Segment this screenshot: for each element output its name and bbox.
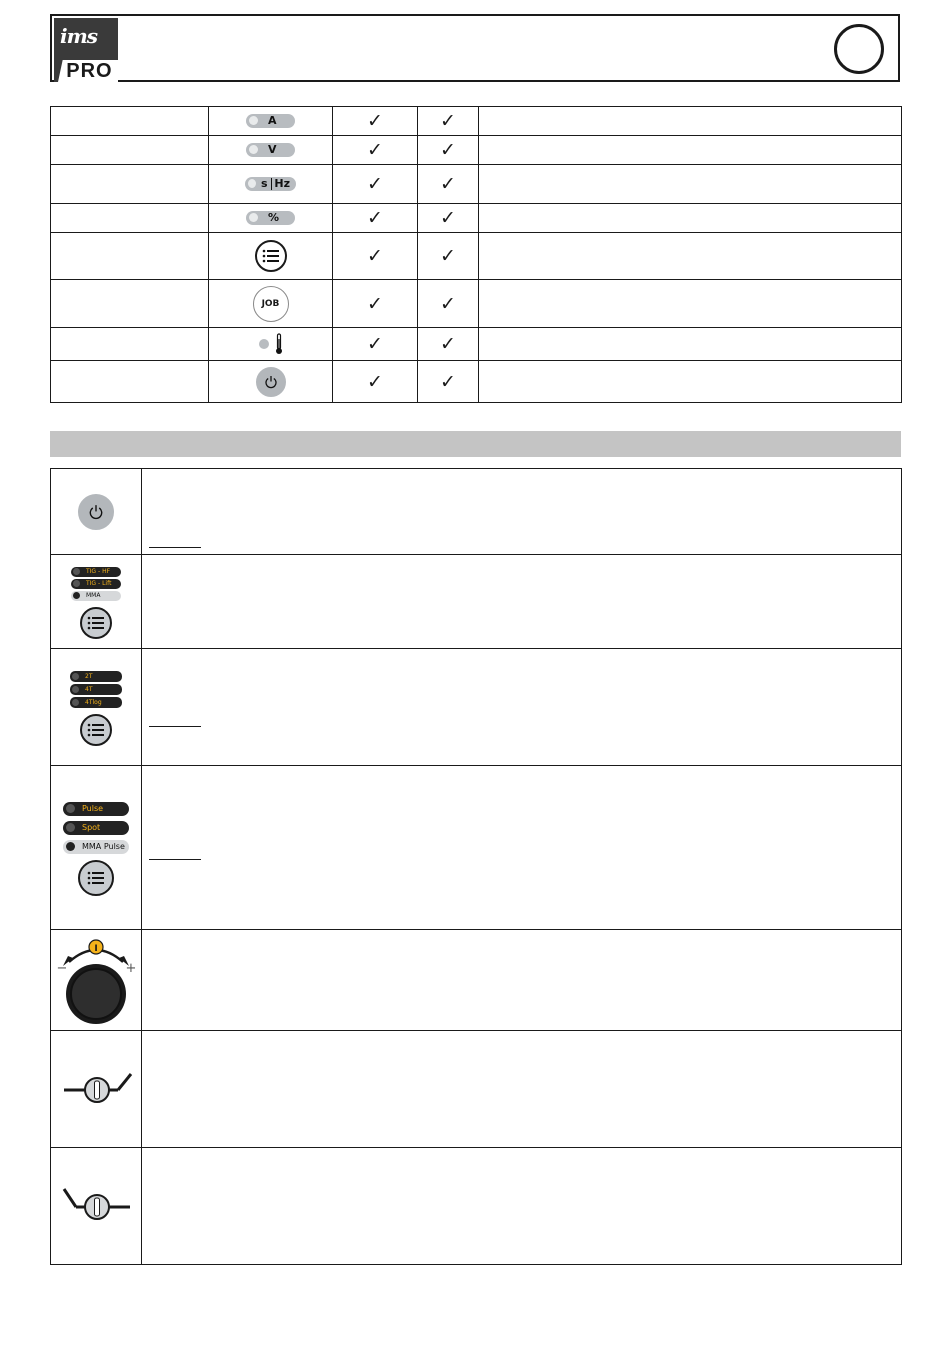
table-row [51,1031,902,1148]
check-mark: ✓ [333,204,418,233]
power-icon [256,367,286,397]
mode-led-mma-pulse: MMA Pulse [63,840,129,854]
table-row [51,233,902,280]
check-mark: ✓ [418,136,479,165]
mode-led-tig-hf: TIG - HF [71,567,121,577]
check-mark: ✓ [333,361,418,403]
svg-text:−: − [56,960,68,976]
check-mark: ✓ [418,328,479,361]
gas-preflow-icon [56,1062,136,1112]
check-mark: ✓ [418,280,479,328]
table-row [51,469,902,555]
menu-icon [80,607,112,639]
check-mark: ✓ [333,233,418,280]
section-header-bar [50,431,901,457]
gas-postflow-icon [56,1179,136,1229]
check-mark: ✓ [333,107,418,136]
check-mark: ✓ [418,204,479,233]
functions-table [50,468,902,1265]
mode-led-2t: 2T [70,671,122,682]
mode-led-mma: MMA [71,591,121,601]
table-row [51,280,902,328]
check-mark: ✓ [333,328,418,361]
table-row [51,361,902,403]
mode-led-4tlog: 4Tlog [70,697,122,708]
voltage-pill-icon: V [246,143,295,157]
power-button-icon [78,494,114,530]
mode-led-4t: 4T [70,684,122,695]
page-header [50,14,900,82]
svg-text:+: + [125,960,137,976]
table-row [51,165,902,204]
mode-led-pulse: Pulse [63,802,129,816]
current-pill-icon: A [246,114,295,128]
table-row [51,649,902,766]
thermometer-icon [259,333,283,355]
logo-ims-text: ims [60,24,98,48]
check-mark: ✓ [333,280,418,328]
table-row [51,204,902,233]
logo-pro-text: PRO [66,60,113,82]
mode-led-spot: Spot [63,821,129,835]
ims-pro-logo [54,18,118,82]
menu-icon [80,714,112,746]
table-row [51,930,902,1031]
check-mark: ✓ [418,165,479,204]
adjustment-knob-icon [51,932,141,1024]
table-row [51,107,902,136]
table-row [51,1148,902,1265]
table-row [51,328,902,361]
check-mark: ✓ [333,136,418,165]
time-frequency-pill-icon: s Hz [245,177,296,191]
job-button-icon: JOB [253,286,289,322]
check-mark: ✓ [418,361,479,403]
table-row [51,555,902,649]
menu-icon [78,860,114,896]
check-mark: ✓ [418,233,479,280]
menu-icon [255,240,287,272]
language-circle-icon [834,24,884,74]
mode-led-tig-lift: TIG - Lift [71,579,121,589]
check-mark: ✓ [333,165,418,204]
svg-text:I: I [94,943,98,954]
controls-table [50,106,902,403]
table-row [51,136,902,165]
percent-pill-icon: % [246,211,295,225]
table-row [51,766,902,930]
check-mark: ✓ [418,107,479,136]
